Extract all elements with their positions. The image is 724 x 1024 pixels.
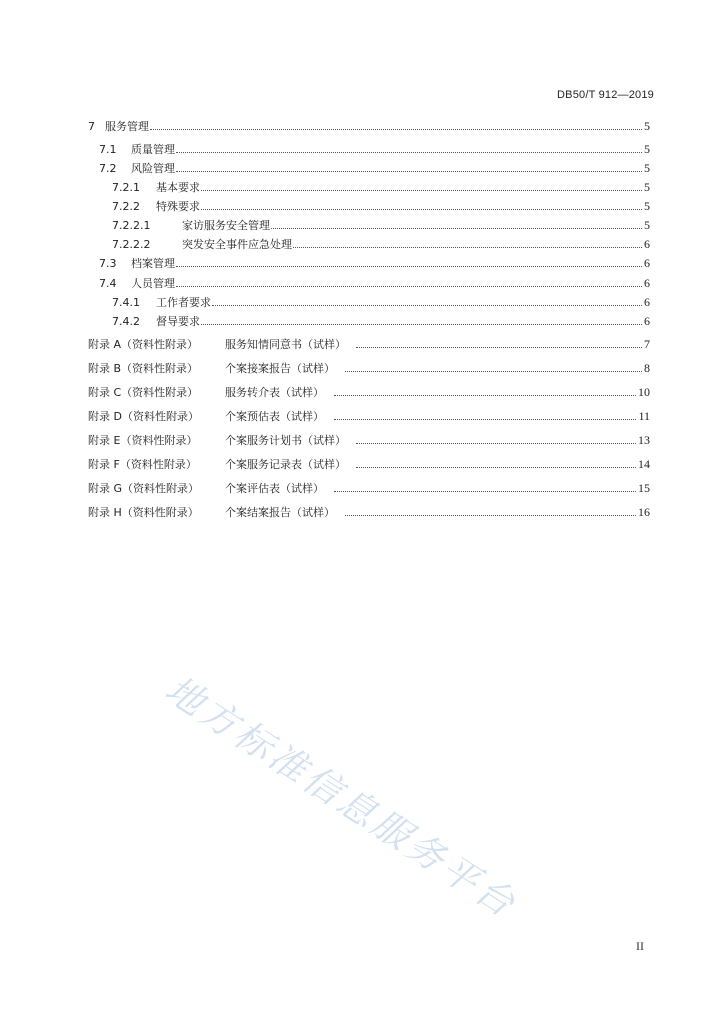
dot-leader xyxy=(176,286,642,287)
toc-entry-7-3[interactable] xyxy=(99,254,650,270)
appendix-title: 个案预估表（试样） xyxy=(225,410,324,423)
appendix-label: 附录 H（资料性附录） xyxy=(88,506,199,519)
appendix-page: 8 xyxy=(644,361,650,375)
toc-entry-title: 工作者要求 xyxy=(156,296,211,309)
dot-leader xyxy=(356,443,636,444)
toc-appendix-e[interactable] xyxy=(88,431,650,447)
appendix-title: 服务知情同意书（试样） xyxy=(225,338,346,351)
toc-entry-title: 人员管理 xyxy=(131,277,175,290)
dot-leader xyxy=(356,467,636,468)
toc-entry-title: 督导要求 xyxy=(156,315,200,328)
appendix-title: 个案评估表（试样） xyxy=(225,482,324,495)
toc-entry-7-2-2-2[interactable] xyxy=(112,235,650,251)
toc-entry-page: 6 xyxy=(644,314,650,328)
toc-entry-number: 7.4.1 xyxy=(112,296,140,309)
appendix-label: 附录 A（资料性附录） xyxy=(88,338,199,351)
toc-entry-7-2[interactable] xyxy=(99,159,650,175)
toc-entry-page: 6 xyxy=(644,295,650,309)
toc-entry-7-4-1[interactable] xyxy=(112,293,650,309)
toc-entry-title: 特殊要求 xyxy=(156,200,200,213)
appendix-page: 10 xyxy=(638,385,650,399)
toc-appendix-c[interactable] xyxy=(88,383,650,399)
toc-entry-page: 5 xyxy=(644,180,650,194)
toc-appendix-d[interactable] xyxy=(88,407,650,423)
watermark: 地方标准信息服务平台 xyxy=(157,667,525,927)
toc-entry-page: 5 xyxy=(644,119,650,133)
appendix-title: 个案服务记录表（试样） xyxy=(225,458,346,471)
toc-entry-7-1[interactable] xyxy=(99,140,650,156)
appendix-page: 11 xyxy=(638,409,650,423)
toc-entry-number: 7.2.2.1 xyxy=(112,219,151,232)
toc-entry-title: 风险管理 xyxy=(131,162,175,175)
toc-entry-title: 突发安全事件应急处理 xyxy=(182,238,292,251)
appendix-label: 附录 D（资料性附录） xyxy=(88,410,199,423)
appendix-page: 14 xyxy=(638,457,650,471)
toc-entry-number: 7 xyxy=(88,120,95,133)
toc-entry-number: 7.2.1 xyxy=(112,181,140,194)
appendix-label: 附录 B（资料性附录） xyxy=(88,362,199,375)
toc-entry-title: 家访服务安全管理 xyxy=(182,219,270,232)
toc-entry-page: 5 xyxy=(644,161,650,175)
page-number: II xyxy=(636,939,644,953)
dot-leader xyxy=(345,371,642,372)
toc-appendix-a[interactable] xyxy=(88,335,650,351)
toc-entry-page: 5 xyxy=(644,218,650,232)
appendix-page: 13 xyxy=(638,433,650,447)
appendix-title: 个案结案报告（试样） xyxy=(225,506,335,519)
dot-leader xyxy=(201,209,642,210)
dot-leader xyxy=(334,395,636,396)
toc-entry-title: 基本要求 xyxy=(156,181,200,194)
appendix-label: 附录 F（资料性附录） xyxy=(88,458,197,471)
toc-entry-number: 7.2 xyxy=(99,162,117,175)
dot-leader xyxy=(356,347,642,348)
toc-appendix-b[interactable] xyxy=(88,359,650,375)
dot-leader xyxy=(334,491,636,492)
toc-appendix-g[interactable] xyxy=(88,479,650,495)
toc-entry-7-4-2[interactable] xyxy=(112,312,650,328)
dot-leader xyxy=(345,515,636,516)
toc-entry-title: 档案管理 xyxy=(131,257,175,270)
appendix-label: 附录 G（资料性附录） xyxy=(88,482,200,495)
dot-leader xyxy=(201,324,642,325)
dot-leader xyxy=(176,152,642,153)
dot-leader xyxy=(293,247,642,248)
toc-entry-title: 质量管理 xyxy=(131,143,175,156)
toc-entry-page: 5 xyxy=(644,199,650,213)
toc-entry-page: 6 xyxy=(644,237,650,251)
toc-entry-number: 7.3 xyxy=(99,257,117,270)
toc-entry-number: 7.4.2 xyxy=(112,315,140,328)
toc-entry-number: 7.4 xyxy=(99,277,117,290)
appendix-page: 7 xyxy=(644,337,650,351)
dot-leader xyxy=(334,419,636,420)
toc-entry-7-2-1[interactable] xyxy=(112,178,650,194)
dot-leader xyxy=(212,305,642,306)
appendix-label: 附录 C（资料性附录） xyxy=(88,386,199,399)
toc-entry-page: 5 xyxy=(644,142,650,156)
dot-leader xyxy=(271,228,642,229)
appendix-label: 附录 E（资料性附录） xyxy=(88,434,198,447)
toc-entry-title: 服务管理 xyxy=(105,120,149,133)
appendix-page: 16 xyxy=(638,505,650,519)
toc-entry-7[interactable] xyxy=(88,117,650,133)
toc-appendix-h[interactable] xyxy=(88,503,650,519)
toc-appendix-f[interactable] xyxy=(88,455,650,471)
toc-entry-page: 6 xyxy=(644,256,650,270)
appendix-title: 个案接案报告（试样） xyxy=(225,362,335,375)
appendix-page: 15 xyxy=(638,481,650,495)
toc-entry-page: 6 xyxy=(644,276,650,290)
document-code: DB50/T 912—2019 xyxy=(557,89,654,101)
dot-leader xyxy=(201,190,642,191)
dot-leader xyxy=(176,266,642,267)
appendix-title: 服务转介表（试样） xyxy=(225,386,324,399)
toc-entry-number: 7.1 xyxy=(99,143,117,156)
toc-entry-number: 7.2.2.2 xyxy=(112,238,151,251)
toc-entry-number: 7.2.2 xyxy=(112,200,140,213)
appendix-title: 个案服务计划书（试样） xyxy=(225,434,346,447)
dot-leader xyxy=(150,129,642,130)
toc-entry-7-2-2-1[interactable] xyxy=(112,216,650,232)
toc-entry-7-2-2[interactable] xyxy=(112,197,650,213)
dot-leader xyxy=(176,171,642,172)
toc-entry-7-4[interactable] xyxy=(99,274,650,290)
